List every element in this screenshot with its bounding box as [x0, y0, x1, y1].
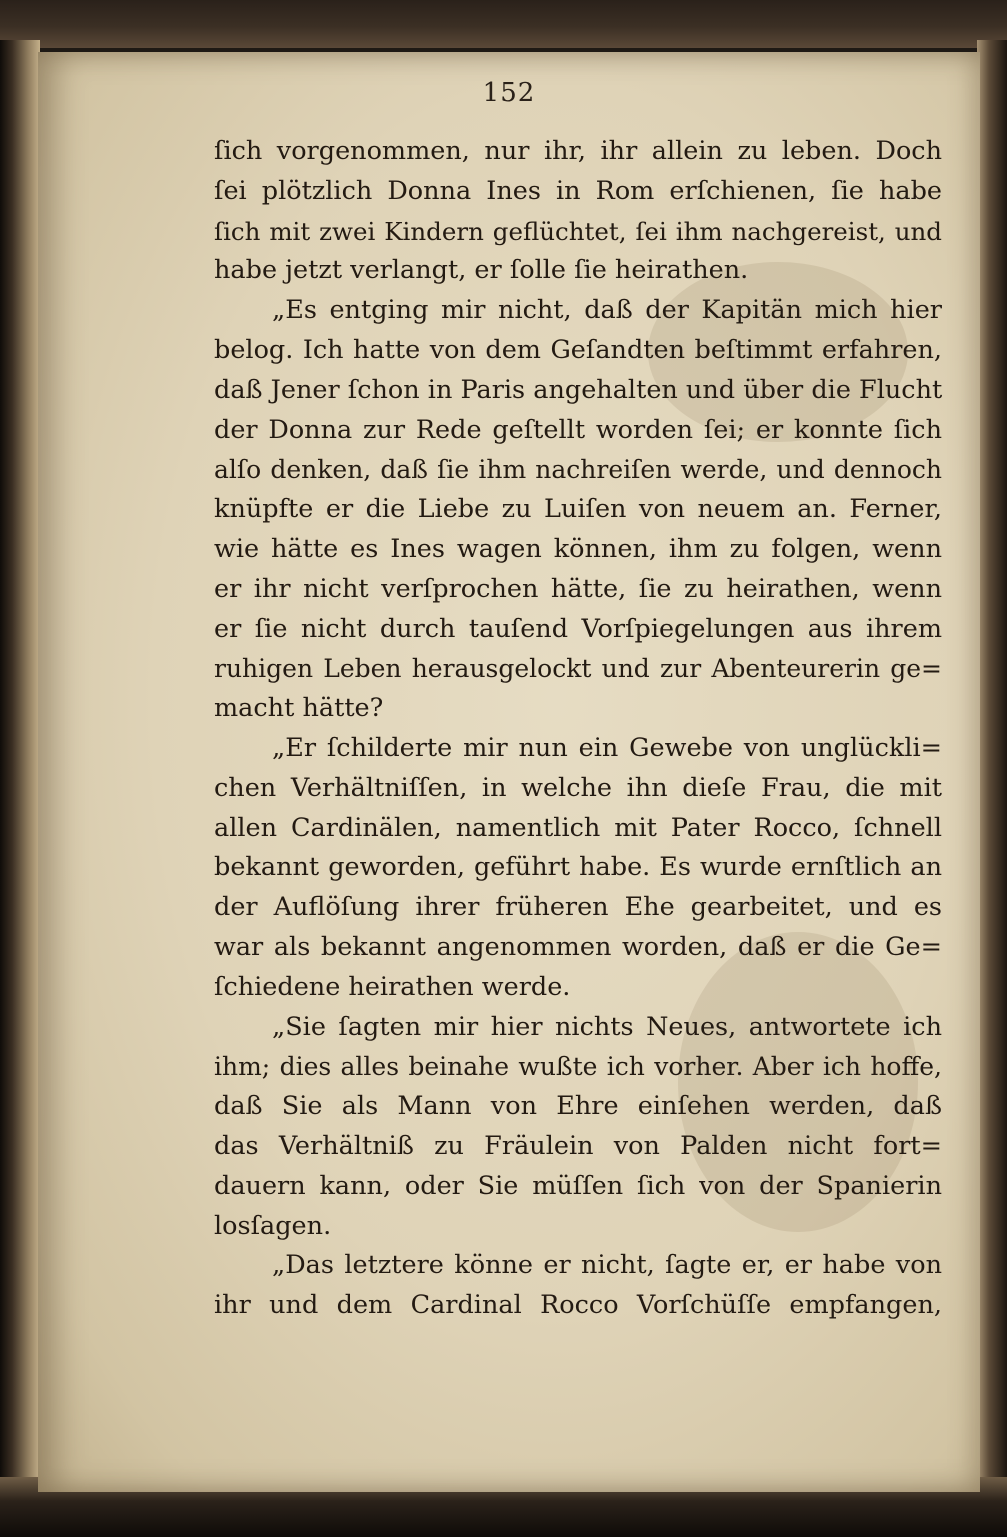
text-line: losſagen. — [214, 1210, 332, 1241]
text-line: belog. Ich hatte von dem Geſandten beſtimmt erfahren, — [214, 334, 942, 365]
text-line: chen Verhältniſſen, in welche ihn dieſe Frau, die mit — [214, 772, 942, 803]
text-line: bekannt geworden, geführt habe. Es wurde ernſtlich an — [214, 852, 942, 883]
text-line: daß Sie als Mann von Ehre einſehen werden, daß — [214, 1091, 942, 1122]
text-line: er ihr nicht verſprochen hätte, ſie zu heirathen, wenn — [214, 573, 942, 604]
text-line: das Verhältniß zu Fräulein von Palden nicht fort= — [214, 1130, 942, 1161]
text-line: dauern kann, oder Sie müſſen ſich von der Spanierin — [214, 1170, 942, 1201]
text-line: ihm; dies alles beinahe wußte ich vorher. Aber ich hoffe, — [214, 1052, 942, 1082]
text-line: alſo denken, daß ſie ihm nachreiſen werde, und dennoch — [214, 455, 942, 485]
book-cover-top-edge — [0, 0, 1007, 48]
book-page — [38, 52, 980, 1492]
text-line: allen Cardinälen, namentlich mit Pater Rocco, ſchnell — [214, 812, 942, 843]
text-line: ſchiedene heirathen werde. — [214, 971, 571, 1002]
page-stack-right-edge — [977, 40, 1007, 1500]
text-line: ruhigen Leben herausgelockt und zur Abenteurerin ge= — [214, 654, 942, 684]
text-line: er ſie nicht durch tauſend Vorſpiegelungen aus ihrem — [214, 613, 942, 644]
page-number: 152 — [482, 78, 536, 108]
text-line: wie hätte es Ines wagen können, ihm zu folgen, wenn — [214, 533, 942, 564]
text-line: ſei plötzlich Donna Ines in Rom erſchienen, ſie habe — [214, 175, 942, 206]
text-line: habe jetzt verlangt, er ſolle ſie heirathen. — [214, 255, 749, 286]
text-line: macht hätte? — [214, 693, 384, 724]
text-line: daß Jener ſchon in Paris angehalten und über die Flucht — [214, 374, 943, 405]
book-spine-gutter — [0, 40, 40, 1500]
text-line: ſich mit zwei Kindern geflüchtet, ſei ihm nachgereist, und — [214, 216, 942, 246]
text-line: der Donna zur Rede geſtellt worden ſei; er konnte ſich — [214, 414, 942, 445]
text-line: war als bekannt angenommen worden, daß er die Ge= — [214, 931, 942, 962]
body-text — [214, 132, 942, 1326]
text-line: ſich vorgenommen, nur ihr, ihr allein zu leben. Doch — [214, 136, 942, 166]
text-line: „Sie ſagten mir hier nichts Neues, antwortete ich — [272, 1011, 942, 1042]
text-line: ihr und dem Cardinal Rocco Vorſchüſſe empfangen, — [214, 1290, 942, 1321]
text-line: „Er ſchilderte mir nun ein Gewebe von unglückli= — [272, 732, 942, 763]
text-line: „Das letztere könne er nicht, ſagte er, er habe von — [272, 1250, 942, 1281]
text-line: der Auflöſung ihrer früheren Ehe gearbeitet, und es — [214, 892, 942, 923]
text-line: knüpfte er die Liebe zu Luiſen von neuem an. Ferner, — [214, 494, 942, 525]
text-line: „Es entging mir nicht, daß der Kapitän mich hier — [272, 295, 942, 326]
